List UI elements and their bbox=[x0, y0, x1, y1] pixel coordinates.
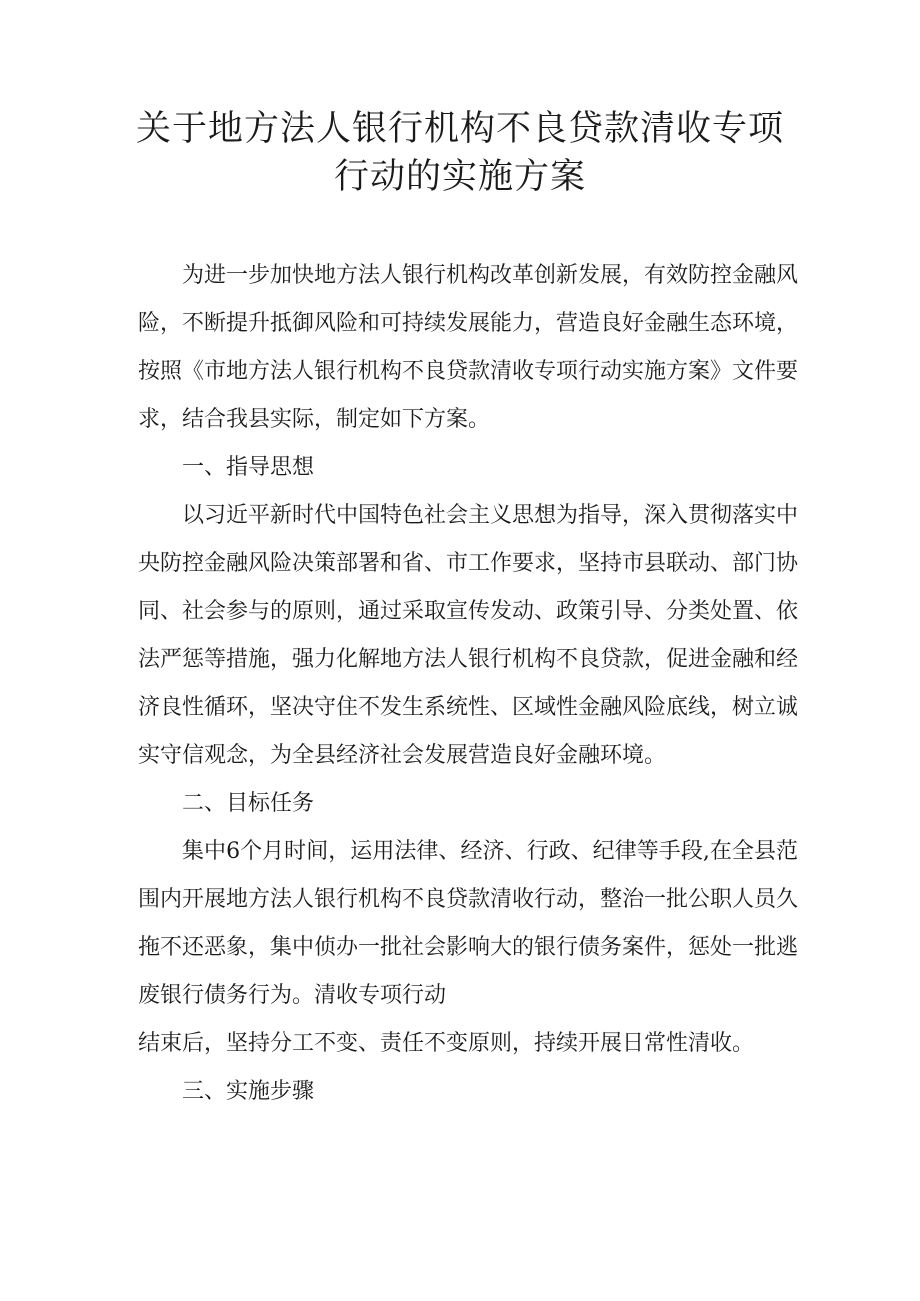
intro-paragraph: 为进一步加快地方法人银行机构改革创新发展，有效防控金融风险，不断提升抵御风险和可持续发展能力，营造良好金融生态环境，按照《市地方法人银行机构不良贷款清收专项行动实施方案》文件要求，结合我县实际，制定如下方案。 bbox=[138, 263, 799, 432]
section-2-continuation: 结束后，坚持分工不变、责任不变原则，持续开展日常性清收。 bbox=[138, 1031, 755, 1056]
document-title-line-2: 行动的实施方案 bbox=[333, 157, 586, 197]
section-heading-3: 三、实施步骤 bbox=[182, 1079, 315, 1104]
section-heading-2: 二、目标任务 bbox=[182, 791, 315, 816]
section-2-paragraph: 集中6个月时间，运用法律、经济、行政、纪律等手段,在全县范围内开展地方法人银行机构不良贷款清收行动，整治一批公职人员久拖不还恶象，集中侦办一批社会影响大的银行债务案件，惩处一批逃废银行债务行为。清收专项行动 bbox=[138, 839, 799, 1008]
section-heading-1: 一、指导思想 bbox=[182, 455, 315, 480]
section-1-paragraph: 以习近平新时代中国特色社会主义思想为指导，深入贯彻落实中央防控金融风险决策部署和省、市工作要求，坚持市县联动、部门协同、社会参与的原则，通过采取宣传发动、政策引导、分类处置、依法严惩等措施，强力化解地方法人银行机构不良贷款，促进金融和经济良性循环，坚决守住不发生系统性、区域性金融风险底线，树立诚实守信观念，为全县经济社会发展营造良好金融环境。 bbox=[138, 503, 799, 768]
document-body bbox=[138, 252, 798, 1116]
document-title-line-1: 关于地方法人银行机构不良贷款清收专项 bbox=[135, 109, 784, 149]
